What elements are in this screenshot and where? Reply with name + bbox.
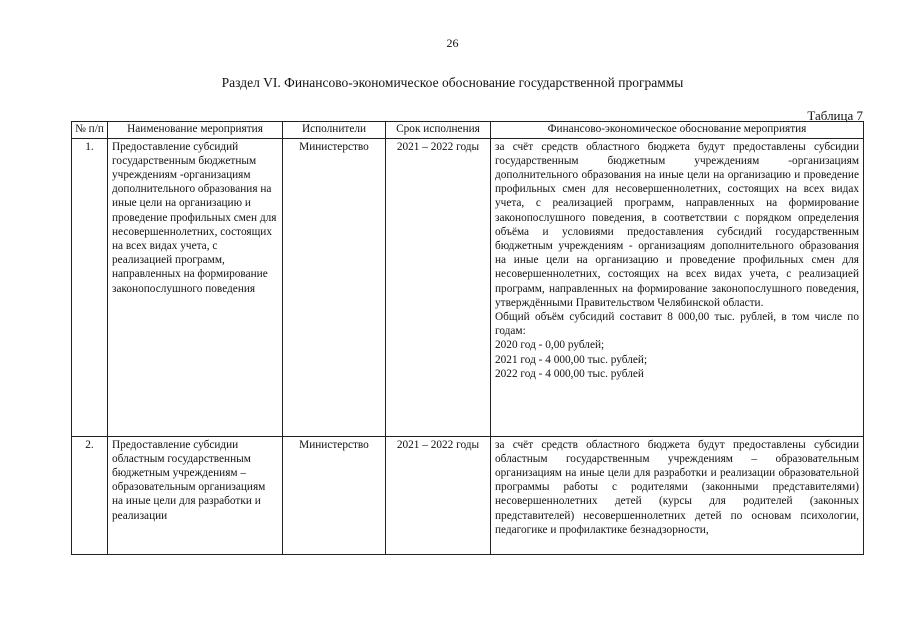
- row-number: 2.: [72, 436, 108, 554]
- justification-cell: [491, 138, 864, 436]
- activity-name: Предоставление субсидий государственным бюджетным учреждениям -организациям дополнительного образования на иные цели на организацию и проведение профильных смен для несовершеннолетних, состоящих на всех видах учета, с реализацией программ, направленных на формирование законопослушного поведения: [108, 138, 283, 436]
- justification-text: за счёт средств областного бюджета будут предоставлены субсидии государственным бюджетным учреждениям -организациям дополнительного образования на иные цели на организацию и проведение профильных смен для несовершеннолетних, состоящих на всех видах учета, с реализацией программ, направленных на формирование законопослушного поведения, в соответствии с порядком определения объёма и условиями предоставления субсидий государственным бюджетным учреждениям - организациям дополнительного образования на иные цели на организацию и проведение профильных смен для несовершеннолетних, состоящих на всех видах учета, с реализацией программ, направленных на формирование законопослушного поведения, утверждёнными Правительством Челябинской области.: [495, 140, 859, 309]
- row-number: 1.: [72, 138, 108, 436]
- executor: Министерство: [283, 138, 386, 436]
- header-term: Срок исполнения: [386, 122, 491, 139]
- justification-text: за счёт средств областного бюджета будут предоставлены субсидии областным государственным учреждениям – образовательным организациям на иные цели для разработки и реализации образовательной программы работы с родителями (законными представителями) несовершеннолетних детей (курсы для родителей (законных представителей) несовершеннолетних детей по основам психологии, педагогике и профилактике безнадзорности,: [495, 438, 859, 536]
- term: 2021 – 2022 годы: [386, 436, 491, 554]
- table-label: Таблица 7: [807, 108, 863, 123]
- justification-table: [71, 121, 864, 555]
- header-num: № п/п: [72, 122, 108, 139]
- term: 2021 – 2022 годы: [386, 138, 491, 436]
- section-title: Раздел VI. Финансово-экономическое обоснование государственной программы: [221, 75, 684, 90]
- table-row: [72, 138, 864, 436]
- executor: Министерство: [283, 436, 386, 554]
- subsidy-year: 2021 год - 4 000,00 тыс. рублей;: [495, 353, 648, 366]
- header-executors: Исполнители: [283, 122, 386, 139]
- subsidy-year: 2020 год - 0,00 рублей;: [495, 339, 605, 352]
- header-justification: Финансово-экономическое обоснование мероприятия: [491, 122, 864, 139]
- activity-name: [108, 436, 283, 554]
- page-number: 26: [446, 36, 459, 50]
- table-header-row: [72, 122, 864, 139]
- subsidy-total: Общий объём субсидий составит 8 000,00 тыс. рублей, в том числе по годам:: [495, 310, 859, 338]
- activity-name-text: Предоставление субсидии областным государственным бюджетным учреждениям – образовательным организациям на иные цели для разработки и реализации: [112, 438, 266, 522]
- justification-cell: [491, 436, 864, 554]
- subsidy-year: 2022 год - 4 000,00 тыс. рублей: [495, 367, 644, 380]
- header-name: Наименование мероприятия: [108, 122, 283, 139]
- table-row: [72, 436, 864, 554]
